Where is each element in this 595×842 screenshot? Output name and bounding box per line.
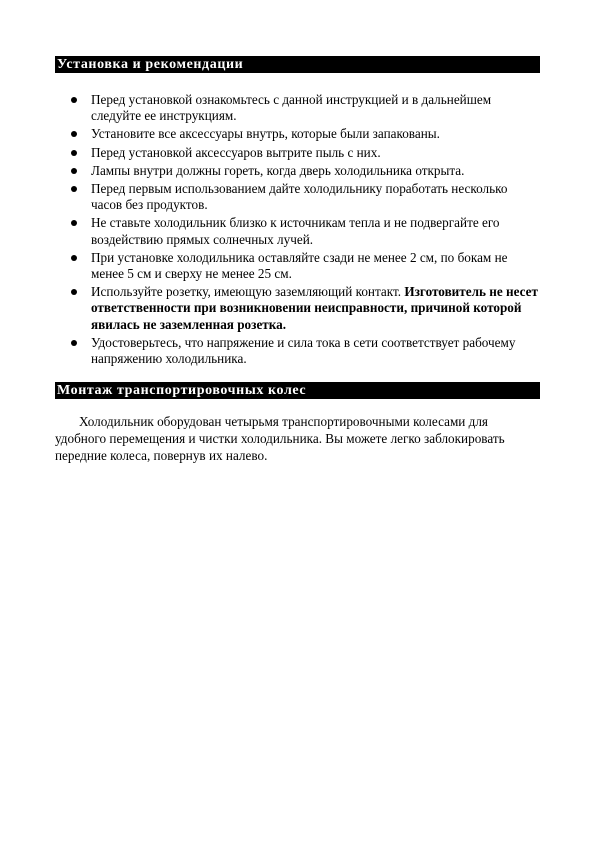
list-item (55, 92, 540, 124)
section-heading-wheels: Монтаж транспортировочных колес (55, 382, 540, 399)
bullet-icon (71, 131, 77, 137)
list-item-text: Не ставьте холодильник близко к источникам тепла и не подвергайте его воздействию прямых солнечных лучей. (91, 215, 500, 247)
installation-recommendations-list (55, 92, 540, 367)
list-item (55, 335, 540, 367)
list-item-text: Используйте розетку, имеющую заземляющий контакт. (91, 284, 405, 300)
list-item (55, 250, 540, 282)
list-item (55, 145, 540, 161)
list-item-text: Установите все аксессуары внутрь, которые были запакованы. (91, 126, 440, 142)
bullet-icon (71, 150, 77, 156)
bullet-icon (71, 340, 77, 346)
section-heading-installation: Установка и рекомендации (55, 56, 540, 73)
bullet-icon (71, 289, 77, 295)
bullet-icon (71, 186, 77, 192)
list-item-text: Перед первым использованием дайте холодильнику поработать несколько часов без продуктов. (91, 181, 508, 213)
list-item-text: Лампы внутри должны гореть, когда дверь холодильника открыта. (91, 162, 465, 178)
list-item-text: При установке холодильника оставляйте сзади не менее 2 см, по бокам не менее 5 см и сверху не менее 25 см. (91, 249, 508, 282)
manufacturer-disclaimer: Изготовитель не несет ответственности при возникновении неисправности, причиной которой явилась не заземленная розетка. (91, 284, 538, 332)
list-item-text: Перед установкой ознакомьтесь с данной инструкцией и в дальнейшем следуйте ее инструкциям. (91, 92, 492, 124)
list-item (55, 181, 540, 213)
document-page (55, 56, 540, 464)
bullet-icon (71, 168, 77, 174)
list-item-text: Удостоверьтесь, что напряжение и сила тока в сети соответствует рабочему напряжению холодильника. (91, 334, 516, 367)
bullet-icon (71, 255, 77, 261)
list-item (55, 126, 540, 142)
wheels-paragraph: Холодильник оборудован четырьмя транспортировочными колесами для удобного перемещения и чистки холодильника. Вы можете легко заблокировать передние колеса, повернув их налево. (55, 414, 505, 464)
list-item (55, 163, 540, 179)
list-item (55, 215, 540, 247)
list-item-text: Перед установкой аксессуаров вытрите пыль с них. (91, 144, 381, 160)
bullet-icon (71, 97, 77, 103)
bullet-icon (71, 220, 77, 226)
list-item (55, 284, 540, 333)
